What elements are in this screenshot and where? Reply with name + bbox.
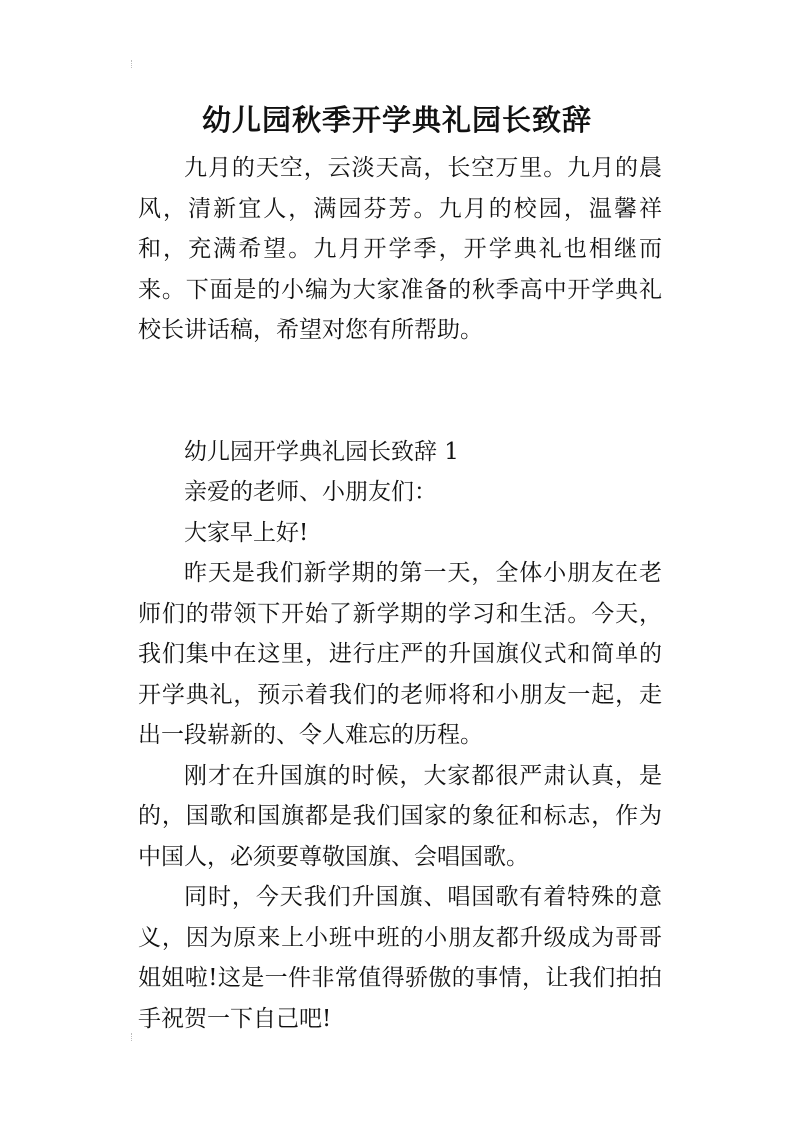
intro-paragraph: 九月的天空，云淡天高，长空万里。九月的晨风，清新宜人，满园芬芳。九月的校园，温馨祥和，充满希望。九月开学季，开学典礼也相继而来。下面是的小编为大家准备的秋季高中开学典礼校长讲话稿，希望对您有所帮助。 — [138, 155, 662, 343]
paragraph-spacer — [138, 351, 662, 432]
document-title: 幼儿园秋季开学典礼园长致辞 — [201, 103, 592, 137]
bottom-margin-mark — [131, 1033, 136, 1041]
body-paragraph: 同时，今天我们升国旗、唱国歌有着特殊的意义，因为原来上小班中班的小朋友都升级成为哥哥姐姐啦!这是一件非常值得骄傲的事情，让我们拍拍手祝贺一下自己吧! — [138, 884, 662, 1032]
body-paragraph: 刚才在升国旗的时候，大家都很严肃认真，是的，国歌和国旗都是我们国家的象征和标志，作为中国人，必须要尊敬国旗、会唱国歌。 — [138, 762, 662, 870]
section-heading: 幼儿园开学典礼园长致辞 1 — [184, 438, 459, 465]
document-body — [138, 148, 662, 1039]
top-margin-mark — [131, 60, 136, 68]
body-paragraph: 昨天是我们新学期的第一天，全体小朋友在老师们的带领下开始了新学期的学习和生活。今天，我们集中在这里，进行庄严的升国旗仪式和简单的开学典礼，预示着我们的老师将和小朋友一起，走出一段崭新的、令人难忘的历程。 — [138, 560, 662, 748]
greeting: 大家早上好! — [184, 519, 309, 546]
salutation: 亲爱的老师、小朋友们： — [184, 479, 437, 505]
